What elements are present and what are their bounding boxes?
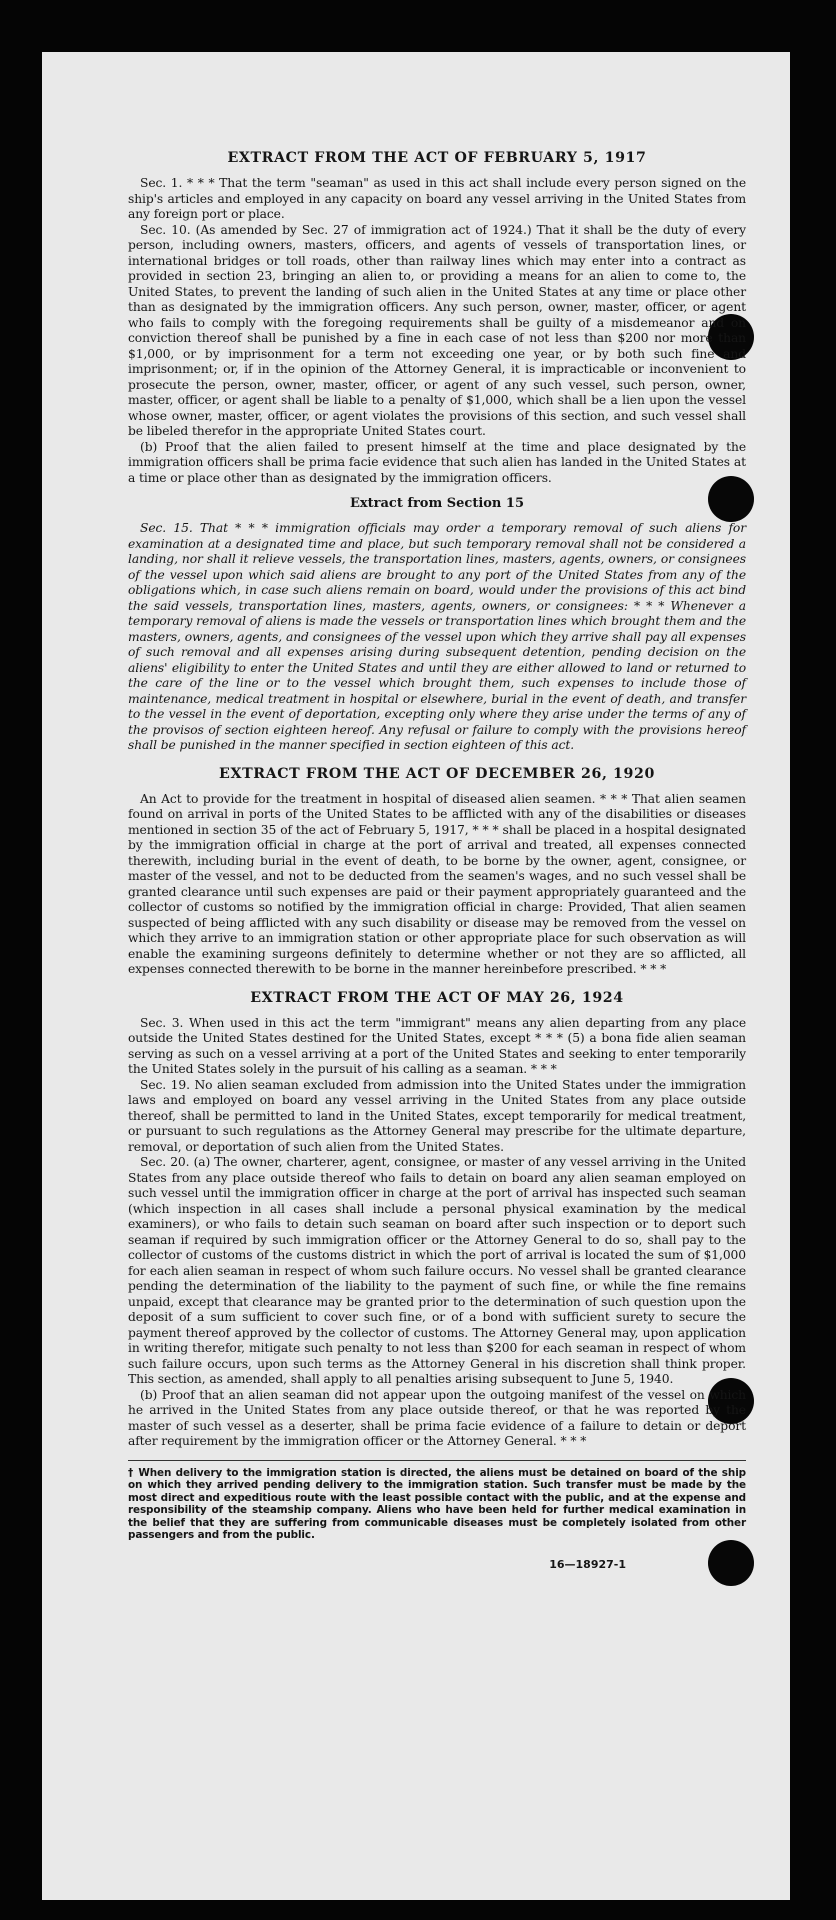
heading-act-1924: EXTRACT FROM THE ACT OF MAY 26, 1924	[250, 989, 624, 1006]
sec19-paragraph: Sec. 19. No alien seaman excluded from admission into the United States under the immigration laws and employed on board any vessel arriving in the United States from any place outside thereof, shall be permitted to land in the United States, except temporarily for medical treatment, or pursuant to such regulations as the Attorney General may prescribe for the ultimate departure, removal, or deportation of such alien from the United States.	[128, 1077, 746, 1154]
footnote	[128, 1460, 746, 1543]
heading-act-1920: EXTRACT FROM THE ACT OF DECEMBER 26, 1920	[219, 765, 655, 782]
sec20a-paragraph: Sec. 20. (a) The owner, charterer, agent, consignee, or master of any vessel arriving in the United States from any place outside thereof who fails to detain on board any alien seaman employed on such vessel until the immigration officer in charge at the port of arrival has inspected such seaman (which inspection in all cases shall include a personal physical examination by the medical examiners), or who fails to detain such seaman on board after such inspection or to deport such seaman if required by such immigration officer or the Attorney General to do so, shall pay to the collector of customs of the customs district in which the port of arrival is located the sum of $1,000 for each alien seaman in respect of whom such failure occurs. No vessel shall be granted clearance pending the determination of the liability to the payment of such fine, or while the fine remains unpaid, except that clearance may be granted prior to the determination of such question upon the deposit of a sum sufficient to cover such fine, or of a bond with sufficient surety to secure the payment thereof approved by the collector of customs. The Attorney General may, upon application in writing therefor, mitigate such penalty to not less than $200 for each seaman in respect of whom such failure occurs, upon such terms as the Attorney General in his discretion shall think proper. This section, as amended, shall apply to all penalties arising subsequent to June 5, 1940.	[128, 1155, 746, 1386]
sec15-paragraph: Sec. 15. That * * * immigration officials may order a temporary removal of such aliens for examination at a designated time and place, but such temporary removal shall not be considered a landing, nor shall it relieve vessels, the transportation lines, masters, agents, owners, or consignees of the vessel upon which said aliens are brought to any port of the United States from any of the obligations which, in case such aliens remain on board, would under the provisions of this act bind the said vessels, transportation lines, masters, agents, owners, or consignees: * * * Whenever a temporary removal of aliens is made the vessels or transportation lines which brought them and the masters, owners, agents, and consignees of the vessel upon which they arrive shall pay all expenses of such removal and all expenses arising during subsequent detention, pending decision on the aliens' eligibility to enter the United States and until they are either allowed to land or returned to the care of the line or to the vessel which brought them, such expenses to include those of maintenance, medical treatment in hospital or elsewhere, burial in the event of death, and transfer to the vessel in the event of deportation, excepting only where they arise under the terms of any of the provisos of section eighteen hereof. Any refusal or failure to comply with the provisions hereof shall be punished in the manner specified in section eighteen of this act.	[128, 521, 746, 752]
sec20b-paragraph: (b) Proof that an alien seaman did not appear upon the outgoing manifest of the vessel on which he arrived in the United States from any place outside thereof, or that he was reported by the master of such vessel as a deserter, shall be prima facie evidence of a failure to detain or deport after requirement by the immigration officer or the Attorney General. * * *	[128, 1387, 746, 1448]
heading-section-15: Extract from Section 15	[349, 496, 525, 511]
form-number: 16—18927-1	[549, 1558, 626, 1572]
heading-act-1917: EXTRACT FROM THE ACT OF FEBRUARY 5, 1917	[227, 150, 647, 166]
sec10b-paragraph: (b) Proof that the alien failed to present himself at the time and place designated by the immigration officers shall be prima facie evidence that such alien has landed in the United States at a time or place other than as designated by the immigration officers.	[128, 439, 746, 485]
sec1-paragraph: Sec. 1. * * * That the term "seaman" as used in this act shall include every person signed on the ship's articles and employed in any capacity on board any vessel arriving in the United States from any foreign port or place.	[128, 176, 746, 221]
sec10-paragraph: Sec. 10. (As amended by Sec. 27 of immigration act of 1924.) That it shall be the duty of every person, including owners, masters, officers, and agents of vessels of transportation lines, or international bridges or toll roads, other than railway lines which may enter into a contract as provided in section 23, bringing an alien to, or providing a means for an alien to come to, the United States, to prevent the landing of such alien in the United States at any time or place other than as designated by the immigration officers. Any such person, owner, master, officer, or agent who fails to comply with the foregoing requirements shall be guilty of a misdemeanor and on conviction thereof shall be punished by a fine in each case of not less than $200 nor more than $1,000, or by imprisonment for a term not exceeding one year, or by both such fine and imprisonment; or, if in the opinion of the Attorney General, it is impracticable or inconvenient to prosecute the person, owner, master, officer, or agent of any such vessel, such person, owner, master, officer, or agent shall be liable to a penalty of $1,000, which shall be a lien upon the vessel whose owner, master, officer, or agent violates the provisions of this section, and such vessel shall be libeled therefor in the appropriate United States court.	[128, 222, 746, 438]
footnote-text: † When delivery to the immigration station is directed, the aliens must be detained on board of the ship on which they arrived pending delivery to the immigration station. Such transfer must be made by the most direct and expeditious route with the least possible contact with the public, and at the expense and responsibility of the steamship company. Aliens who have been held for further medical examination in the belief that they are suffering from communicable diseases must be completely isolated from other passengers and from the public.	[128, 1466, 746, 1542]
document-text	[128, 150, 746, 1571]
act1920-paragraph: An Act to provide for the treatment in hospital of diseased alien seamen. * * * That alien seamen found on arrival in ports of the United States to be afflicted with any of the disabilities or diseases mentioned in section 35 of the act of February 5, 1917, * * * shall be placed in a hospital designated by the immigration official in charge at the port of arrival and treated, all expenses connected therewith, including burial in the event of death, to be borne by the owner, agent, consignee, or master of the vessel, and not to be deducted from the seamen's wages, and no such vessel shall be granted clearance until such expenses are paid or their payment appropriately guaranteed and the collector of customs so notified by the immigration official in charge: Provided, That alien seamen suspected of being afflicted with any such disability or disease may be removed from the vessel on which they arrive to an immigration station or other appropriate place for such observation as will enable the examining surgeons definitely to determine whether or not they are so afflicted, all expenses connected therewith to be borne in the manner hereinbefore prescribed. * * *	[128, 791, 746, 976]
sec3-paragraph: Sec. 3. When used in this act the term "immigrant" means any alien departing from any place outside the United States destined for the United States, except * * * (5) a bona fide alien seaman serving as such on a vessel arriving at a port of the United States and seeking to enter temporarily the United States solely in the pursuit of his calling as a seaman. * * *	[128, 1015, 746, 1076]
document-page	[42, 52, 790, 1900]
